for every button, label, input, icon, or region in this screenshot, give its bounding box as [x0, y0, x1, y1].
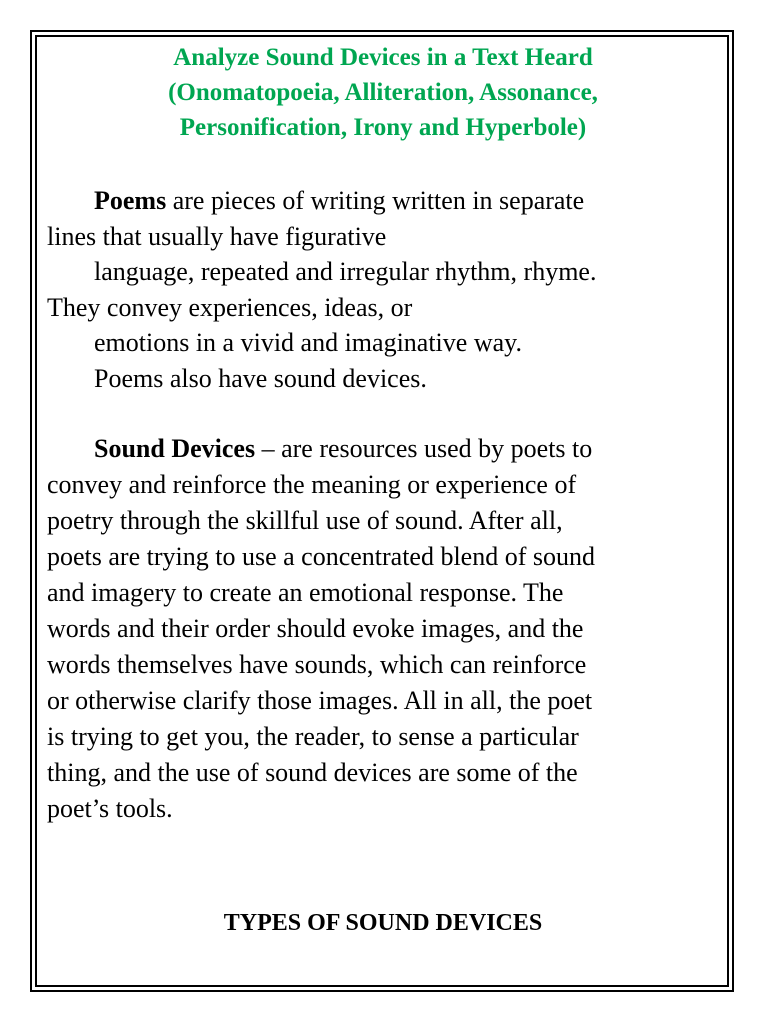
page-content — [47, 40, 719, 827]
sound-devices-paragraph — [47, 431, 719, 827]
sound-devices-line-4: poets are trying to use a concentrated blend of sound — [47, 542, 595, 571]
title-line-3: Personification, Irony and Hyperbole) — [179, 114, 587, 141]
poems-line-1 — [47, 183, 719, 219]
sound-devices-line-5: and imagery to create an emotional response. The — [47, 578, 564, 607]
section-heading: TYPES OF SOUND DEVICES — [223, 910, 543, 936]
poems-line-6: Poems also have sound devices. — [94, 363, 427, 393]
sound-devices-line-6: words and their order should evoke images, and the — [47, 614, 584, 643]
sound-devices-line-8: or otherwise clarify those images. All in all, the poet — [47, 686, 593, 715]
poems-line-2: lines that usually have figurative — [47, 221, 387, 251]
poems-line-5: emotions in a vivid and imaginative way. — [94, 328, 522, 357]
sound-devices-line-2: convey and reinforce the meaning or experience of — [47, 470, 577, 499]
title-line-1: Analyze Sound Devices in a Text Heard — [173, 44, 593, 71]
page-title — [47, 40, 719, 145]
sound-devices-line-9: is trying to get you, the reader, to sense a particular — [47, 722, 579, 751]
sound-devices-line-1-text: – are resources used by poets to — [255, 434, 593, 463]
poems-paragraph — [47, 183, 719, 396]
sound-devices-line-7: words themselves have sounds, which can reinforce — [47, 650, 587, 679]
sound-devices-line-11: poet’s tools. — [47, 794, 173, 823]
sound-devices-line-1 — [47, 431, 719, 467]
poems-line-1-text: are pieces of writing written in separate — [166, 186, 585, 215]
sound-devices-line-10: thing, and the use of sound devices are some of the — [47, 758, 578, 787]
sound-devices-line-3: poetry through the skillful use of sound. After all, — [47, 506, 563, 535]
poems-line-4: They convey experiences, ideas, or — [47, 292, 413, 322]
poems-term: Poems — [94, 186, 167, 215]
sound-devices-term: Sound Devices — [94, 434, 256, 463]
title-line-2: (Onomatopoeia, Alliteration, Assonance, — [168, 79, 598, 106]
poems-line-3: language, repeated and irregular rhythm, rhyme. — [94, 257, 597, 286]
